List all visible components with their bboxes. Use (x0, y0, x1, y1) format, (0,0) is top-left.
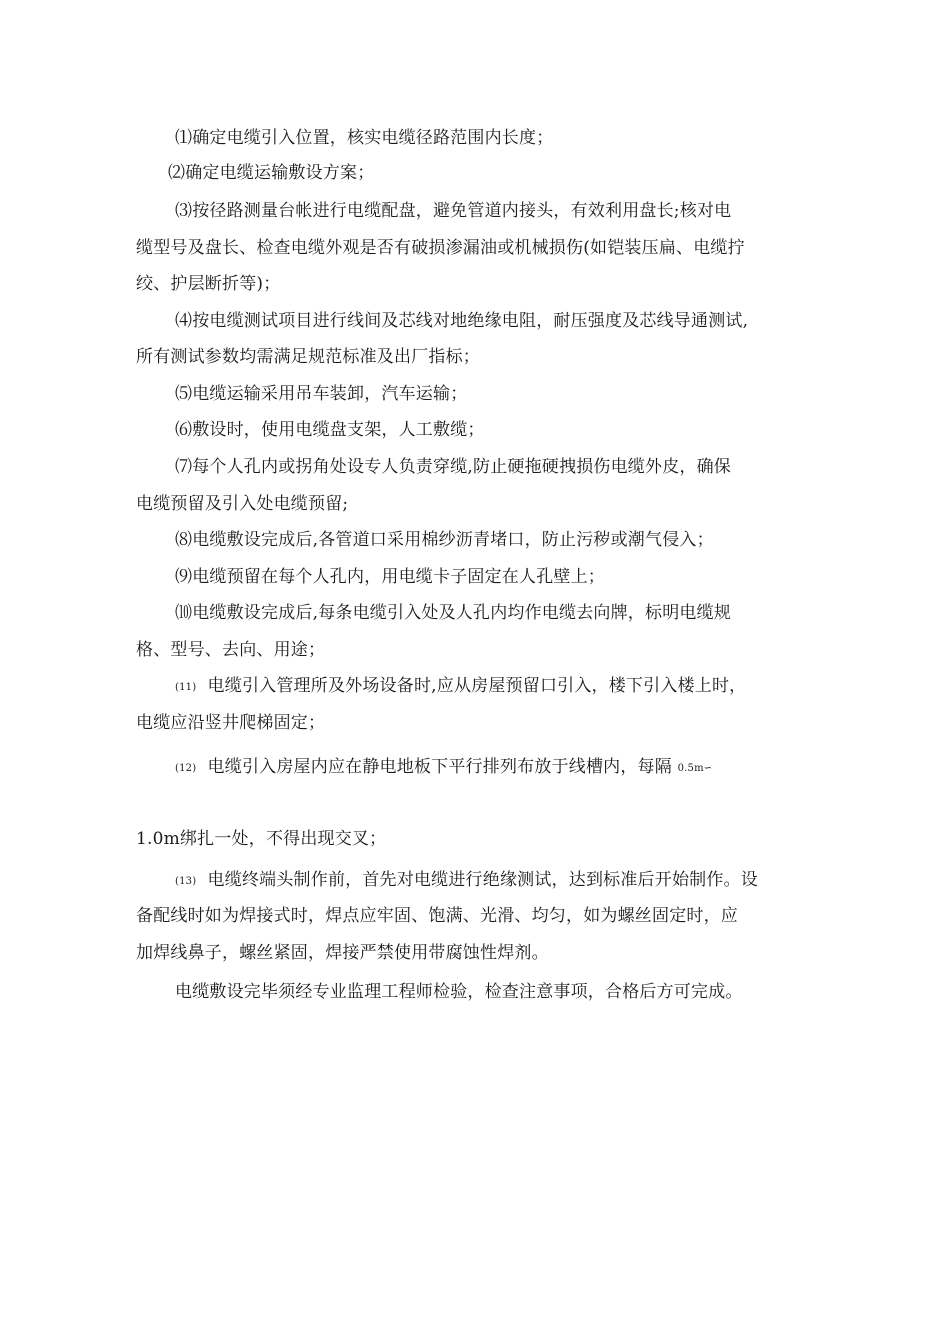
item-11-line-2: 电缆应沿竖井爬梯固定； (136, 713, 326, 733)
item-4-line-2: 所有测试参数均需满足规范标准及出厂指标； (136, 347, 480, 367)
item-7-line-2: 电缆预留及引入处电缆预留; (136, 494, 349, 514)
item-13-line-2: 备配线时如为焊接式时，焊点应牢固、饱满、光滑、均匀，如为螺丝固定时，应 (136, 906, 738, 926)
item-13-line-3: 加焊线鼻子，螺丝紧固，焊接严禁使用带腐蚀性焊剂。 (136, 943, 549, 963)
item-1: ⑴确定电缆引入位置，核实电缆径路范围内长度； (175, 128, 554, 148)
item-10-line-1: ⑽电缆敷设完成后,每条电缆引入处及人孔内均作电缆去向牌，标明电缆规 (175, 603, 732, 623)
item-9: ⑼电缆预留在每个人孔内，用电缆卡子固定在人孔壁上； (175, 567, 605, 587)
item-7-line-1: ⑺每个人孔内或拐角处设专人负责穿缆,防止硬拖硬拽损伤电缆外皮，确保 (175, 457, 732, 477)
item-10-line-2: 格、型号、去向、用途； (136, 640, 326, 660)
item-2: ⑵确定电缆运输敷设方案； (168, 163, 375, 183)
item-13-text: 电缆终端头制作前，首先对电缆进行绝缘测试，达到标准后开始制作。设 (207, 870, 758, 890)
item-12-line-2: 1.0m绑扎一处，不得出现交叉； (136, 829, 387, 849)
closing-paragraph: 电缆敷设完毕须经专业监理工程师检验，检查注意事项，合格后方可完成。 (175, 982, 743, 1002)
item-3-line-2: 缆型号及盘长、检查电缆外观是否有破损渗漏油或机械损伤(如铠装压扁、电缆拧 (136, 238, 745, 258)
item-11-text: 电缆引入管理所及外场设备时,应从房屋预留口引入，楼下引入楼上时， (207, 676, 747, 696)
item-11-line-1 (175, 675, 746, 699)
item-11-marker: (11) (175, 682, 197, 693)
item-12-line-1 (175, 756, 712, 780)
item-13-line-1 (175, 869, 758, 893)
item-13-marker: (13) (175, 876, 197, 887)
item-3-line-3: 绞、护层断折等)； (136, 274, 281, 294)
item-8: ⑻电缆敷设完成后,各管道口采用棉纱沥青堵口，防止污秽或潮气侵入； (175, 530, 714, 550)
item-12-tail: 0.5m∽ (677, 763, 713, 774)
item-3-line-1: ⑶按径路测量台帐进行电缆配盘，避免管道内接头，有效利用盘长;核对电 (175, 201, 732, 221)
item-5: ⑸电缆运输采用吊车装卸，汽车运输； (175, 384, 468, 404)
item-12-text: 电缆引入房屋内应在静电地板下平行排列布放于线槽内，每隔 (207, 757, 672, 777)
item-4-line-1: ⑷按电缆测试项目进行线间及芯线对地绝缘电阻，耐压强度及芯线导通测试, (175, 311, 749, 331)
item-12-marker: (12) (175, 763, 197, 774)
item-6: ⑹敷设时，使用电缆盘支架，人工敷缆； (175, 420, 485, 440)
